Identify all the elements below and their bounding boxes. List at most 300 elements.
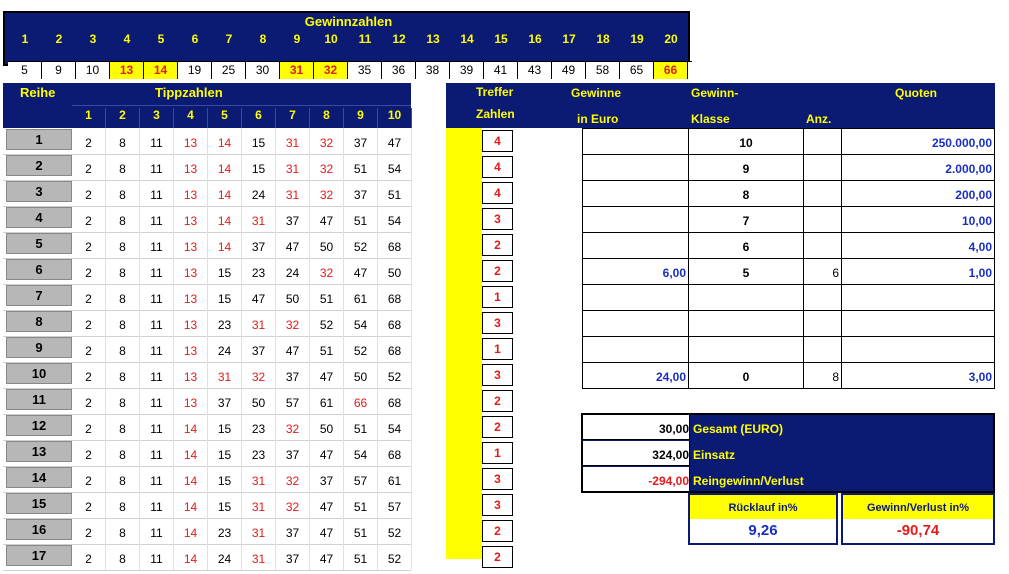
tip-number: 11 [140, 388, 174, 414]
quoten-title: Quoten [895, 86, 937, 100]
tip-number: 8 [106, 258, 140, 284]
tip-number: 23 [208, 310, 242, 336]
anzahl-cell [803, 336, 841, 362]
tip-number: 47 [310, 362, 344, 388]
quote-cell: 3,00 [841, 362, 995, 388]
winning-position-header: 20 [664, 32, 678, 46]
tip-number: 37 [242, 232, 276, 258]
tip-number: 57 [378, 492, 412, 518]
tip-number: 14 [174, 466, 208, 492]
anzahl-cell [803, 284, 841, 310]
tip-table-header [3, 83, 411, 128]
tip-number: 2 [72, 284, 106, 310]
einsatz-label: Einsatz [693, 448, 736, 462]
tip-number: 50 [310, 232, 344, 258]
gewinn-header: Gewinn- [691, 86, 739, 100]
winning-position-header: 5 [157, 32, 165, 46]
reingewinn-row [583, 467, 993, 492]
tip-number: 37 [344, 180, 378, 206]
gewinne-cell [582, 154, 688, 180]
tip-number: 57 [344, 466, 378, 492]
tip-number: 51 [344, 154, 378, 180]
reihe-number: 6 [6, 259, 72, 280]
quoten-row [582, 154, 995, 181]
tip-number: 14 [208, 180, 242, 206]
treffer-count: 3 [482, 312, 513, 334]
treffer-count: 1 [482, 338, 513, 360]
zahlen-label: Zahlen [476, 107, 515, 121]
treffer-count: 3 [482, 364, 513, 386]
tip-number: 8 [106, 440, 140, 466]
quoten-row [582, 232, 995, 259]
winning-position-header: 12 [392, 32, 406, 46]
einsatz-row [583, 441, 993, 466]
in-euro-header: in Euro [577, 112, 619, 126]
tip-column-header: 7 [276, 108, 310, 129]
tip-number: 11 [140, 544, 174, 570]
winning-number: 13 [110, 62, 144, 79]
tip-column-header: 8 [310, 108, 344, 129]
tip-number: 11 [140, 206, 174, 232]
reihe-number: 7 [6, 285, 72, 306]
reihe-number: 4 [6, 207, 72, 228]
tip-number: 47 [310, 440, 344, 466]
anzahl-cell [803, 154, 841, 180]
winning-position-header: 10 [324, 32, 338, 46]
tip-row[interactable] [3, 258, 411, 285]
tip-number: 15 [242, 154, 276, 180]
tip-number: 54 [378, 414, 412, 440]
treffer-bar [446, 128, 482, 559]
tip-number: 68 [378, 310, 412, 336]
tip-number: 24 [242, 180, 276, 206]
tip-number: 47 [310, 544, 344, 570]
tip-number: 68 [378, 284, 412, 310]
reihe-number: 10 [6, 363, 72, 384]
tip-number: 2 [72, 440, 106, 466]
tip-number: 52 [378, 518, 412, 544]
winning-numbers-panel [3, 11, 690, 77]
tip-number: 11 [140, 310, 174, 336]
quoten-row [582, 180, 995, 207]
tip-row[interactable] [3, 362, 411, 389]
reingewinn-label: Reingewinn/Verlust [693, 474, 804, 488]
winning-position-header: 1 [21, 32, 29, 46]
tip-number: 2 [72, 466, 106, 492]
treffer-count: 4 [482, 156, 513, 178]
tip-number: 37 [208, 388, 242, 414]
tip-number: 14 [174, 518, 208, 544]
gesamt-row [583, 415, 993, 440]
tip-column-header: 5 [208, 108, 242, 129]
tip-number: 37 [242, 336, 276, 362]
reihe-number: 5 [6, 233, 72, 254]
tip-number: 8 [106, 336, 140, 362]
gewinne-cell [582, 336, 688, 362]
tip-number: 15 [208, 492, 242, 518]
tip-number: 2 [72, 206, 106, 232]
quote-cell: 1,00 [841, 258, 995, 284]
quoten-row [582, 362, 995, 389]
tip-number: 61 [378, 466, 412, 492]
winning-position-header: 15 [494, 32, 508, 46]
tip-number: 2 [72, 336, 106, 362]
tip-number: 61 [310, 388, 344, 414]
tip-number: 52 [344, 336, 378, 362]
anzahl-cell [803, 128, 841, 154]
tip-number: 47 [276, 232, 310, 258]
tip-number: 13 [174, 362, 208, 388]
tip-number: 32 [276, 492, 310, 518]
tip-row[interactable] [3, 284, 411, 311]
klasse-cell: 7 [688, 206, 803, 232]
ruecklauf-label: Rücklauf in% [690, 495, 836, 519]
gewinne-cell: 6,00 [582, 258, 688, 284]
winning-number: 65 [620, 62, 654, 79]
winning-number: 41 [484, 62, 518, 79]
tip-number: 8 [106, 518, 140, 544]
tip-number: 31 [276, 154, 310, 180]
tip-number: 2 [72, 362, 106, 388]
gewinne-cell [582, 128, 688, 154]
tip-number: 13 [174, 180, 208, 206]
tip-number: 68 [378, 232, 412, 258]
tip-row[interactable] [3, 544, 411, 571]
tip-number: 47 [242, 284, 276, 310]
gewinne-header: Gewinne [571, 86, 622, 100]
tip-row[interactable] [3, 388, 411, 415]
treffer-count: 2 [482, 234, 513, 256]
klasse-header: Klasse [691, 112, 730, 126]
reihe-number: 9 [6, 337, 72, 358]
tip-number: 11 [140, 466, 174, 492]
winning-number: 31 [280, 62, 314, 79]
winning-position-header: 2 [55, 32, 63, 46]
tip-number: 31 [242, 492, 276, 518]
gewinne-cell: 24,00 [582, 362, 688, 388]
tip-number: 32 [242, 362, 276, 388]
tip-number: 8 [106, 180, 140, 206]
tip-number: 11 [140, 414, 174, 440]
tip-number: 23 [242, 440, 276, 466]
klasse-cell: 0 [688, 362, 803, 388]
reihe-number: 12 [6, 415, 72, 436]
tip-number: 32 [310, 180, 344, 206]
treffer-count: 2 [482, 260, 513, 282]
tip-row[interactable] [3, 128, 411, 155]
tip-row[interactable] [3, 310, 411, 337]
tip-column-header: 4 [174, 108, 208, 129]
tip-number: 51 [344, 544, 378, 570]
klasse-cell: 9 [688, 154, 803, 180]
quote-cell [841, 336, 995, 362]
winning-numbers-title: Gewinnzahlen [304, 14, 393, 29]
tip-number: 14 [208, 154, 242, 180]
treffer-count: 1 [482, 286, 513, 308]
klasse-cell [688, 284, 803, 310]
treffer-label: Treffer [476, 85, 514, 99]
tip-number: 11 [140, 362, 174, 388]
quoten-row [582, 336, 995, 363]
winning-number: 9 [42, 62, 76, 79]
tip-row[interactable] [3, 518, 411, 545]
tip-number: 2 [72, 180, 106, 206]
tip-number: 37 [276, 362, 310, 388]
winning-number: 35 [348, 62, 382, 79]
treffer-count: 3 [482, 208, 513, 230]
tip-number: 31 [242, 544, 276, 570]
anzahl-cell: 6 [803, 258, 841, 284]
tip-number: 8 [106, 362, 140, 388]
tip-row[interactable] [3, 232, 411, 259]
tip-row[interactable] [3, 414, 411, 441]
tip-number: 50 [242, 388, 276, 414]
reihe-number: 13 [6, 441, 72, 462]
treffer-count: 2 [482, 390, 513, 412]
quoten-row [582, 284, 995, 311]
tip-number: 47 [310, 206, 344, 232]
quote-cell [841, 310, 995, 336]
tip-number: 15 [208, 414, 242, 440]
quote-cell: 250.000,00 [841, 128, 995, 154]
anz-header: Anz. [806, 112, 832, 126]
quote-cell: 4,00 [841, 232, 995, 258]
tip-number: 14 [208, 232, 242, 258]
tip-number: 15 [208, 284, 242, 310]
tip-number: 8 [106, 544, 140, 570]
tip-row[interactable] [3, 180, 411, 207]
reihe-header: Reihe [20, 85, 56, 100]
tip-number: 31 [242, 310, 276, 336]
tip-number: 11 [140, 492, 174, 518]
tip-number: 15 [208, 258, 242, 284]
winning-number: 32 [314, 62, 348, 79]
tip-number: 13 [174, 232, 208, 258]
tip-number: 50 [344, 362, 378, 388]
winning-number: 19 [178, 62, 212, 79]
tip-column-headers [72, 105, 411, 129]
tip-number: 24 [208, 544, 242, 570]
anzahl-cell [803, 232, 841, 258]
anzahl-cell [803, 180, 841, 206]
tip-number: 31 [242, 206, 276, 232]
treffer-count: 4 [482, 182, 513, 204]
tip-number: 8 [106, 414, 140, 440]
tip-number: 31 [276, 180, 310, 206]
tip-number: 32 [276, 310, 310, 336]
tip-number: 51 [344, 492, 378, 518]
tip-number: 57 [276, 388, 310, 414]
treffer-count: 2 [482, 546, 513, 568]
winning-number: 38 [416, 62, 450, 79]
treffer-count: 3 [482, 494, 513, 516]
winning-number: 39 [450, 62, 484, 79]
tip-number: 11 [140, 518, 174, 544]
winning-number: 25 [212, 62, 246, 79]
tip-number: 37 [276, 544, 310, 570]
tip-number: 2 [72, 544, 106, 570]
tip-number: 8 [106, 466, 140, 492]
tip-number: 11 [140, 128, 174, 154]
tip-number: 51 [310, 284, 344, 310]
tip-number: 31 [276, 128, 310, 154]
klasse-cell [688, 336, 803, 362]
winning-position-header: 4 [123, 32, 131, 46]
tip-number: 61 [344, 284, 378, 310]
tip-number: 2 [72, 232, 106, 258]
tip-number: 68 [378, 388, 412, 414]
ruecklauf-box [688, 493, 838, 545]
reihe-number: 17 [6, 545, 72, 566]
winning-number: 58 [586, 62, 620, 79]
tip-number: 15 [208, 466, 242, 492]
tip-number: 37 [344, 128, 378, 154]
winning-position-header: 9 [293, 32, 301, 46]
tip-number: 11 [140, 284, 174, 310]
tip-number: 32 [276, 414, 310, 440]
anzahl-cell [803, 310, 841, 336]
gesamt-label: Gesamt (EURO) [693, 422, 784, 436]
gewinne-cell [582, 310, 688, 336]
klasse-cell: 10 [688, 128, 803, 154]
tip-number: 13 [174, 258, 208, 284]
tip-column-header: 2 [106, 108, 140, 129]
tip-number: 13 [174, 284, 208, 310]
tip-number: 51 [344, 414, 378, 440]
quote-cell [841, 284, 995, 310]
quoten-header [548, 83, 995, 128]
tip-row[interactable] [3, 440, 411, 467]
tip-number: 8 [106, 310, 140, 336]
tip-number: 11 [140, 440, 174, 466]
klasse-cell [688, 310, 803, 336]
winning-number: 10 [76, 62, 110, 79]
tip-number: 15 [242, 128, 276, 154]
tip-number: 24 [208, 336, 242, 362]
klasse-cell: 8 [688, 180, 803, 206]
winning-number: 49 [552, 62, 586, 79]
tip-number: 52 [378, 362, 412, 388]
tip-column-header: 6 [242, 108, 276, 129]
tip-number: 13 [174, 336, 208, 362]
winning-position-header: 3 [89, 32, 97, 46]
tip-number: 50 [378, 258, 412, 284]
reihe-number: 3 [6, 181, 72, 202]
treffer-count: 3 [482, 468, 513, 490]
tip-column-header: 10 [378, 108, 412, 129]
tip-number: 8 [106, 128, 140, 154]
gewinne-cell [582, 232, 688, 258]
tip-row[interactable] [3, 206, 411, 233]
percent-panel [688, 493, 995, 545]
tip-number: 54 [344, 440, 378, 466]
quoten-row [582, 310, 995, 337]
tip-number: 52 [310, 310, 344, 336]
tip-number: 31 [242, 518, 276, 544]
anzahl-cell [803, 206, 841, 232]
winning-number: 5 [8, 62, 42, 79]
winning-number: 30 [246, 62, 280, 79]
tip-number: 11 [140, 336, 174, 362]
winning-position-header: 19 [630, 32, 644, 46]
winning-number: 36 [382, 62, 416, 79]
summary-panel [581, 413, 995, 493]
tip-number: 47 [378, 128, 412, 154]
tip-number: 15 [208, 440, 242, 466]
tip-number: 8 [106, 284, 140, 310]
tip-number: 54 [378, 154, 412, 180]
gesamt-value: 30,00 [583, 415, 690, 440]
tip-number: 11 [140, 232, 174, 258]
winning-position-header: 16 [528, 32, 542, 46]
winning-number: 14 [144, 62, 178, 79]
winning-position-header: 11 [358, 32, 372, 46]
tip-row[interactable] [3, 492, 411, 519]
tip-number: 68 [378, 336, 412, 362]
tip-number: 66 [344, 388, 378, 414]
tip-number: 14 [208, 206, 242, 232]
tip-row[interactable] [3, 336, 411, 363]
tip-number: 2 [72, 310, 106, 336]
winning-position-headers [8, 32, 692, 46]
tip-number: 24 [276, 258, 310, 284]
tip-number: 23 [242, 258, 276, 284]
tip-number: 51 [378, 180, 412, 206]
tippzahlen-header: Tippzahlen [155, 85, 223, 100]
tip-row[interactable] [3, 154, 411, 181]
tip-number: 2 [72, 388, 106, 414]
tip-number: 37 [276, 518, 310, 544]
winning-position-header: 14 [460, 32, 474, 46]
tip-number: 37 [276, 440, 310, 466]
gewinn-verlust-box [841, 493, 995, 545]
tip-number: 2 [72, 414, 106, 440]
gewinne-cell [582, 284, 688, 310]
reihe-number: 15 [6, 493, 72, 514]
tip-number: 8 [106, 206, 140, 232]
klasse-cell: 6 [688, 232, 803, 258]
tip-number: 13 [174, 310, 208, 336]
tip-number: 11 [140, 180, 174, 206]
quote-cell: 10,00 [841, 206, 995, 232]
klasse-cell: 5 [688, 258, 803, 284]
tip-number: 23 [208, 518, 242, 544]
tip-number: 54 [378, 206, 412, 232]
winning-position-header: 17 [562, 32, 576, 46]
winning-position-header: 18 [596, 32, 610, 46]
reihe-number: 8 [6, 311, 72, 332]
einsatz-value: 324,00 [583, 441, 690, 466]
tip-number: 2 [72, 258, 106, 284]
ruecklauf-value: 9,26 [748, 522, 778, 539]
tip-number: 8 [106, 388, 140, 414]
tip-column-header: 3 [140, 108, 174, 129]
tip-number: 11 [140, 154, 174, 180]
reihe-number: 2 [6, 155, 72, 176]
tip-row[interactable] [3, 466, 411, 493]
tip-number: 32 [310, 154, 344, 180]
tip-number: 14 [174, 414, 208, 440]
quote-cell: 2.000,00 [841, 154, 995, 180]
tip-number: 51 [344, 206, 378, 232]
winning-position-header: 7 [225, 32, 233, 46]
winning-position-header: 13 [426, 32, 440, 46]
gewinne-cell [582, 180, 688, 206]
tip-number: 13 [174, 388, 208, 414]
tip-number: 47 [344, 258, 378, 284]
tip-number: 2 [72, 518, 106, 544]
reingewinn-value: -294,00 [583, 467, 690, 492]
